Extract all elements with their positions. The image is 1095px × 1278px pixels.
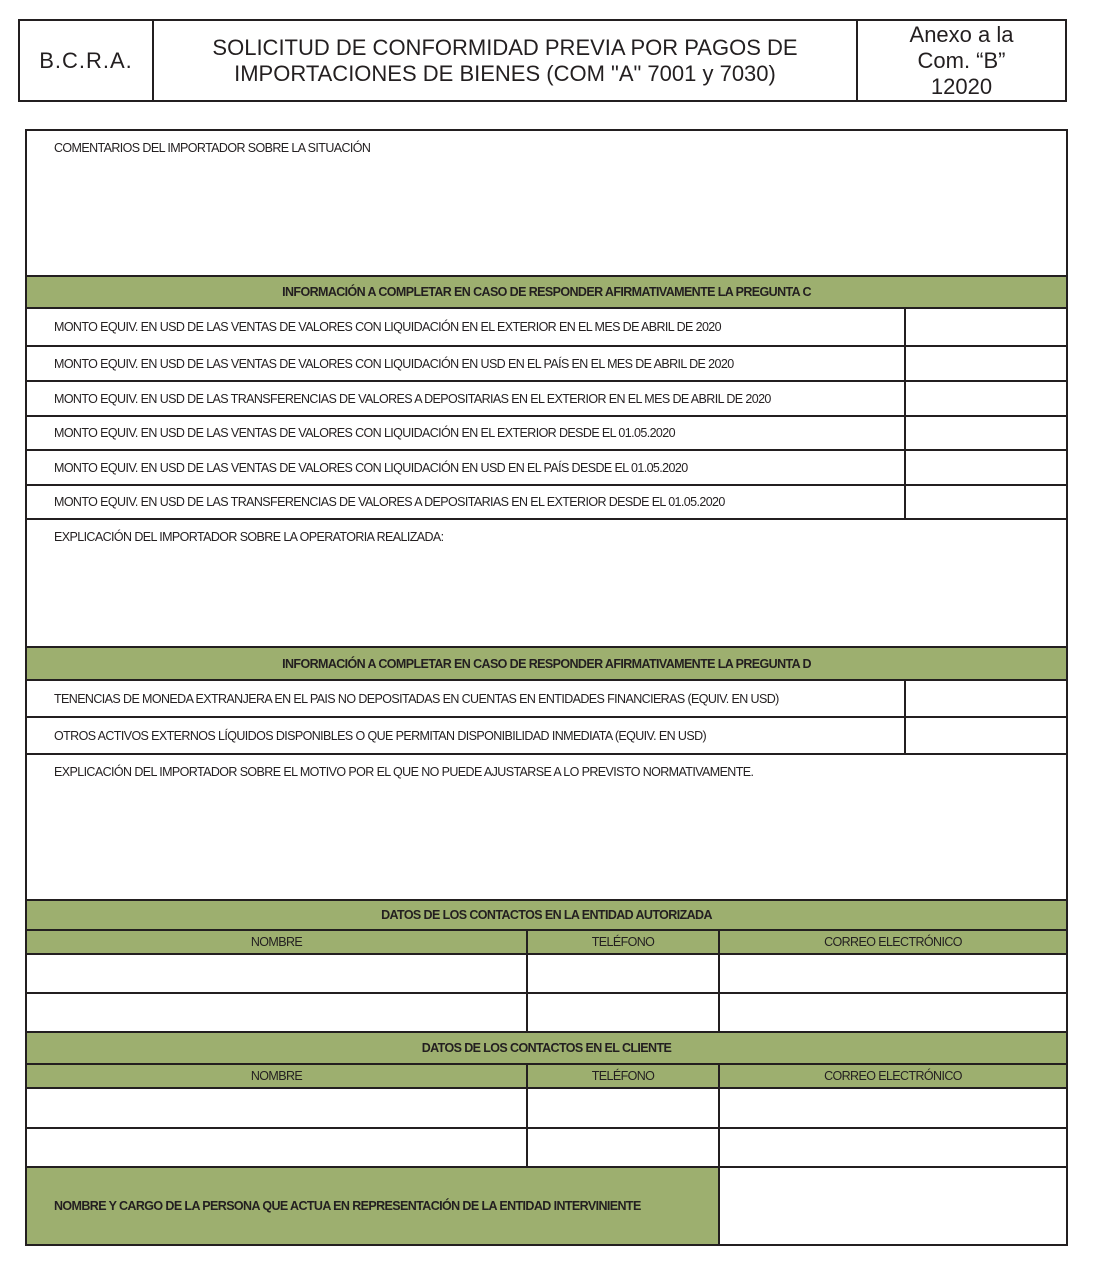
- column-name: NOMBRE: [250, 1069, 303, 1083]
- annex-line-2: Com. “B”: [917, 47, 1006, 73]
- amount-input[interactable]: [904, 718, 1066, 753]
- bcra-label: B.C.R.A.: [20, 21, 154, 100]
- section-c-explanation-field[interactable]: [27, 520, 1066, 648]
- section-c-title: INFORMACIÓN A COMPLETAR EN CASO DE RESPONDER AFIRMATIVAMENTE LA PREGUNTA C: [282, 285, 811, 299]
- section-c-row-label: MONTO EQUIV. EN USD DE LAS TRANSFERENCIAS DE VALORES A DEPOSITARIAS EN EL EXTERIOR DESDE EL 01.05.2020: [54, 495, 725, 509]
- representative-label: NOMBRE Y CARGO DE LA PERSONA QUE ACTUA EN REPRESENTACIÓN DE LA ENTIDAD INTERVINIENTE: [54, 1199, 641, 1213]
- section-c-row: [27, 486, 1066, 520]
- contact-email-input[interactable]: [720, 994, 1066, 1031]
- table-row: [27, 1089, 1066, 1129]
- section-d-row-label: OTROS ACTIVOS EXTERNOS LÍQUIDOS DISPONIBLES O QUE PERMITAN DISPONIBILIDAD INMEDIATA (EQUIV. EN USD): [54, 728, 707, 743]
- document-header: [18, 19, 1067, 102]
- column-name: NOMBRE: [250, 935, 303, 949]
- contact-email-input[interactable]: [720, 1089, 1066, 1127]
- section-d-explanation-field[interactable]: [27, 755, 1066, 901]
- contact-phone-input[interactable]: [528, 1129, 720, 1166]
- column-email: CORREO ELECTRÓNICO: [824, 935, 962, 949]
- annex-line-3: 12020: [930, 73, 993, 99]
- client-contacts-header: [27, 1033, 1066, 1065]
- contact-name-input[interactable]: [27, 1089, 528, 1127]
- contact-phone-input[interactable]: [528, 994, 720, 1031]
- section-c-row-label: MONTO EQUIV. EN USD DE LAS VENTAS DE VALORES CON LIQUIDACIÓN EN USD EN EL PAÍS EN EL MES DE ABRIL DE 2020: [54, 356, 734, 371]
- amount-input[interactable]: [904, 347, 1066, 380]
- section-c-explanation-label: EXPLICACIÓN DEL IMPORTADOR SOBRE LA OPERATORIA REALIZADA:: [54, 530, 444, 544]
- comments-label: COMENTARIOS DEL IMPORTADOR SOBRE LA SITUACIÓN: [54, 141, 371, 155]
- section-c-row-label: MONTO EQUIV. EN USD DE LAS TRANSFERENCIAS DE VALORES A DEPOSITARIAS EN EL EXTERIOR EN EL MES DE ABRIL DE 2020: [54, 391, 771, 406]
- entity-contacts-header: [27, 901, 1066, 931]
- representative-label-cell: [27, 1168, 720, 1244]
- annex-line-1: Anexo a la: [909, 21, 1014, 47]
- amount-input[interactable]: [904, 417, 1066, 449]
- representative-row: [27, 1168, 1066, 1244]
- column-email: CORREO ELECTRÓNICO: [824, 1069, 962, 1083]
- column-phone: TELÉFONO: [591, 935, 655, 949]
- section-d-row: [27, 718, 1066, 755]
- table-row: [27, 994, 1066, 1033]
- amount-input[interactable]: [904, 486, 1066, 518]
- amount-input[interactable]: [904, 451, 1066, 484]
- document-title: [154, 21, 858, 100]
- contact-name-input[interactable]: [27, 1129, 528, 1166]
- entity-contacts-columns: [27, 931, 1066, 955]
- table-row: [27, 955, 1066, 994]
- comments-field[interactable]: [27, 131, 1066, 277]
- representative-input[interactable]: [720, 1168, 1066, 1244]
- table-row: [27, 1129, 1066, 1168]
- contact-phone-input[interactable]: [528, 955, 720, 992]
- section-c-row: [27, 417, 1066, 451]
- section-d-explanation-label: EXPLICACIÓN DEL IMPORTADOR SOBRE EL MOTIVO POR EL QUE NO PUEDE AJUSTARSE A LO PREVISTO NORMATIVAMENTE.: [54, 765, 754, 779]
- client-contacts-columns: [27, 1065, 1066, 1089]
- section-d-row-label: TENENCIAS DE MONEDA EXTRANJERA EN EL PAIS NO DEPOSITADAS EN CUENTAS EN ENTIDADES FINANCIERAS (EQUIV. EN USD): [54, 691, 779, 706]
- section-c-row-label: MONTO EQUIV. EN USD DE LAS VENTAS DE VALORES CON LIQUIDACIÓN EN EL EXTERIOR EN EL MES DE ABRIL DE 2020: [54, 320, 722, 334]
- contact-phone-input[interactable]: [528, 1089, 720, 1127]
- title-line-1: SOLICITUD DE CONFORMIDAD PREVIA POR PAGOS DE: [212, 34, 798, 60]
- section-c-row: [27, 347, 1066, 382]
- section-c-row-label: MONTO EQUIV. EN USD DE LAS VENTAS DE VALORES CON LIQUIDACIÓN EN EL EXTERIOR DESDE EL 01.05.2020: [54, 426, 675, 440]
- column-phone: TELÉFONO: [591, 1069, 655, 1083]
- section-c-row-label: MONTO EQUIV. EN USD DE LAS VENTAS DE VALORES CON LIQUIDACIÓN EN USD EN EL PAÍS DESDE EL 01.05.2020: [54, 460, 688, 475]
- amount-input[interactable]: [904, 309, 1066, 345]
- section-d-row: [27, 681, 1066, 718]
- section-c-row: [27, 309, 1066, 347]
- contact-name-input[interactable]: [27, 955, 528, 992]
- section-c-header: [27, 277, 1066, 309]
- section-d-title: INFORMACIÓN A COMPLETAR EN CASO DE RESPONDER AFIRMATIVAMENTE LA PREGUNTA D: [282, 656, 811, 671]
- contact-name-input[interactable]: [27, 994, 528, 1031]
- contact-email-input[interactable]: [720, 955, 1066, 992]
- section-d-header: [27, 648, 1066, 681]
- form-table: [25, 129, 1068, 1246]
- amount-input[interactable]: [904, 681, 1066, 716]
- amount-input[interactable]: [904, 382, 1066, 415]
- client-contacts-title: DATOS DE LOS CONTACTOS EN EL CLIENTE: [421, 1041, 672, 1055]
- section-c-row: [27, 451, 1066, 486]
- annex-reference: [858, 21, 1065, 100]
- title-line-2: IMPORTACIONES DE BIENES (COM "A" 7001 y 7030): [234, 60, 776, 86]
- contact-email-input[interactable]: [720, 1129, 1066, 1166]
- section-c-row: [27, 382, 1066, 417]
- entity-contacts-title: DATOS DE LOS CONTACTOS EN LA ENTIDAD AUTORIZADA: [381, 908, 712, 922]
